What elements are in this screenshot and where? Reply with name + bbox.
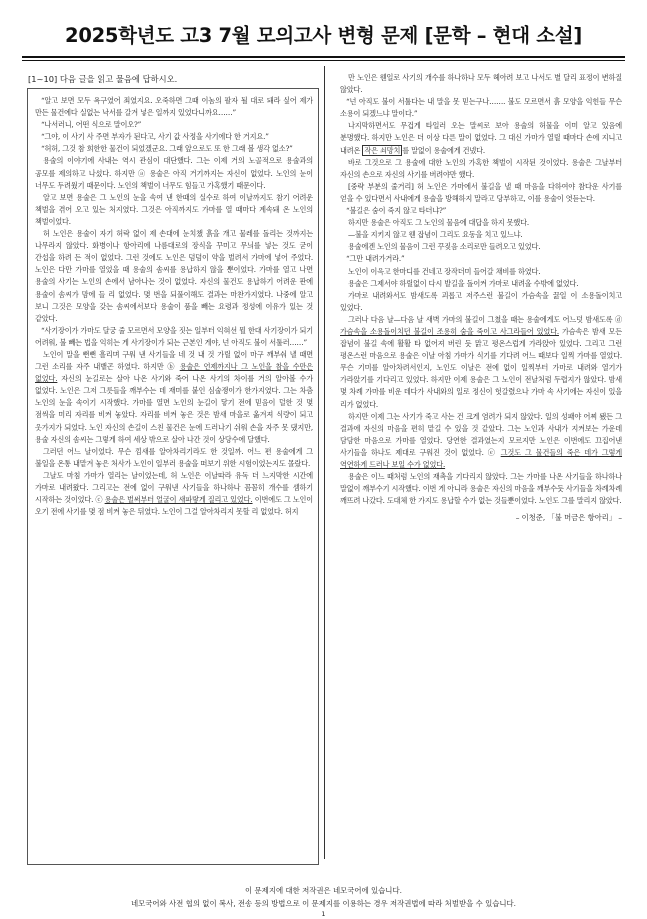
passage-paragraph: 노인이 이윽고 한마디를 건네고 장작더미 들어갈 채비를 하였다.	[348, 266, 541, 276]
dialogue-paragraph: “그만 내려가거라.”	[346, 254, 405, 264]
passage-paragraph: 나지막하면서도 무겁게 타일러 오는 말씨로 보아 용술의 허물을 이미 알고 있음에 분명했다. 하지만 노인은 더 이상 다른 말이 없었다. 그 대신 가마가 열릴 때마다 손에 지니고 내려온 작은 쇠망치 를 말없이 용술에게 건넸다.	[340, 121, 622, 155]
dialogue-paragraph: “허허, 그것 참 희한한 물건이 되었겠군요. 그래 앞으로도 또 한 그래 볼 생각 없소?”	[41, 144, 293, 154]
dialogue-paragraph: “나서러니, 어떤 식으로 말이오?”	[41, 120, 142, 130]
passage-paragraph: 용술의 이야기에 사내는 역시 관심이 대단했다. 그는 이제 거의 노골적으로 용술과의 공모를 제의하고 나섰다. 하지만 ⓐ 용술은 아직 거기까지는 자신이 없었다. 노인의 눈이 너무도 두려웠기 때문이다. 노인의 책벌이 너무도 힘들고 가혹했기 때문이다.	[35, 156, 313, 190]
passage-paragraph: —불을 지키지 않고 웬 잡념이 그리도 요동을 치고 있느냐.	[348, 230, 523, 240]
underlined-phrase: 가슴속을 소용돌이치던 불길이 조용히 숨을 죽이고 사그라들어 있었다.	[340, 326, 559, 336]
passage-paragraph: 노인이 말을 뻔뻔 흘리며 구워 낸 사기들을 네 것 내 것 가릴 없이 마구 깨부숴 낼 때면 그런 소리를 자주 내뱉곤 하였다. 하지만 ⓑ 용술은 언제까지나 그 노인을 참을 수만은 없었다. 자신의 눈길로는 살아 나온 사기와 죽어 나온 사기의 차이를 거의 알아볼 수가 없었다. 노인은 그저 그릇들을 깨부수는 데 재미를 붙인 심술쟁이가 한가지였다. 그는 차츰 노인의 눈을 속이기 시작했다. 가마를 열면 노인의 눈길이 닿기 전에 믿음이 덜한 것 몇 점씩을 미리 자리를 비켜 놓았다. 자리를 비켜 놓은 것은 밤새 마을로 옮겨져 식량이 되고 옷가지가 되었다. 노인 자신의 손길이 스친 물건은 눈에 드러나기 쉬워 손을 자주 못 댔지만, 용술 자신의 솜씨는 그렇게 하여 세상 밖으로 살아 나간 것이 상당수에 달했다.	[35, 349, 313, 444]
passage-paragraph: 하지만 이제 그는 사기가 죽고 사는 건 크게 염려가 되지 않았다. 일의 성패야 어찌 됐든 그 결과에 자신의 마음을 편히 맡길 수 있을 것 같았다. 그는 노인과 사내가 지켜보는 가운데 담담한 마음으로 가마를 열었다. 당연한 결과였는지 모르지만 노인은 이번에도 끄집어낸 사기들을 하나도 제대로 구워진 것이 없었다. ⓔ 그것도 그 물건들의 죽은 데가 그렇게 역연하게 드러나 보일 수가 없었다.	[340, 411, 622, 469]
passage-paragraph: 만 노인은 웬일로 사기의 개수를 하나하나 모두 헤아려 보고 나서도 별 달리 표정이 변하질 않았다.	[340, 73, 622, 95]
passage-paragraph: 허 노인은 용술이 자기 허락 없이 제 손대에 눈치챘 흙을 개고 물레를 돌리는 것까지는 나무라지 않았다. 화병이나 항아리에 나름대로의 장식을 꾸미고 무늬를 넣는 것도 굳이 간섭을 하려 든 적이 없었다. 그런 것에도 노인은 덤덤이 약을 벌려서 가마에 넣어 주었다. 노인은 다만 가마를 열었을 때 용술의 솜씨를 용납하지 않을 뿐이었다. 가마를 열고 나면 용술의 사기는 노인의 손에서 남아나는 것이 없었다. 자신의 물건도 용납하기 어려운 판에 용술이 솜씨가 맘에 들 리 없었다. 몇 번을 되풀이해도 결과는 마찬가지였다. 나중에 알고 보니 그것은 모양을 갖는 솜씨에서보다 용술이 품을 빼는 요령과 정성에 이유가 있는 것 같았다.	[35, 229, 313, 323]
passage-paragraph: 용술은 이느 때처럼 노인의 재촉을 기다리지 않았다. 그는 가마를 나온 사기들을 하나하나 말없이 깨부수기 시작했다. 이번 게 아니라 용술은 자신의 마음을 깨부수듯 사기들을 차례차례 깨뜨려 나갔다. 도대체 한 가지도 용납할 수가 없는 것들뿐이었다. 노인도 그를 말리지 않았다.	[340, 472, 622, 506]
passage-paragraph: 알고 보면 용술은 그 노인의 눈을 속여 낸 한때의 실수로 하여 이날까지도 참기 어려운 책벌을 겪어 오고 있는 처지였다. 그것은 아직까지도 가마를 열 때마다 계속돼 온 노인의 책벌이었다.	[35, 192, 313, 226]
page-number: 1	[321, 910, 326, 918]
title-underline-thick	[22, 56, 625, 58]
dialogue-paragraph: “불길은 숨이 죽지 않고 타더냐?”	[346, 206, 447, 216]
passage-paragraph: 용술은 그제서야 하릴없이 다시 발길을 돌이켜 가마로 내려올 수밖에 없었다.	[348, 278, 579, 288]
passage-paragraph: 바로 그것으로 그 용술에 대한 노인의 가혹한 책벌이 시작된 것이었다. 용술은 그날부터 자신의 손으로 자신의 사기를 버려야만 했다.	[340, 157, 622, 179]
underlined-phrase: 용술은 벌써부터 얼굴이 새파랗게 질리고 있었다.	[104, 495, 253, 505]
passage-paragraph: 용술에겐 노인의 물음이 그런 꾸짖음 소리로만 들려오고 있었다.	[348, 242, 541, 252]
source-citation: – 이청준, 「불 머금은 항아리」 –	[515, 513, 622, 523]
passage-paragraph: 그러나 다음 날—다음 날 새벽 가마의 불길이 그쳤을 때는 용술에게도 어느덧 밤새도록 ⓓ 가슴속을 소용돌이치던 불길이 조용히 숨을 죽이고 사그라들어 있었다. 가슴속은 밤새 모든 잡념이 불길 속에 활활 타 없어져 버린 듯 맑고 평온스럽게 가라앉아 있었다. 그리고 그런 평온스런 마음으로 용술은 이날 아침 가마가 식기를 기다려 어느 때보다 일찍 가마를 열었다. 무슨 기미를 알아차려서인지, 노인도 이날은 전에 없이 일찍부터 가마로 내려와 열기가 가라앉기를 기다리고 있었다. 하지만 이제 용술은 그 노인이 전날처럼 두렵지가 않았다. 밤새 몇 차례 가마를 비운 데다가 사내와의 일로 정신이 헛갈렸으나 가마 속 사기에는 자신이 있을 리가 없었다.	[340, 314, 622, 409]
page-title: 2025학년도 고3 7월 모의고사 변형 문제 [문학 – 현대 소설]	[65, 24, 582, 47]
question-instruction: [1~10] 다음 글을 읽고 물음에 답하시오.	[28, 74, 178, 84]
boxed-phrase: 작은 쇠망치	[364, 145, 401, 155]
dialogue-paragraph: “사기장이가 가마도 달궁 줄 모르면서 모양을 짓는 일부터 익혀선 뭘 한대 사기장이가 되기 어려워, 불 빼는 법을 익히는 게 사기장이가 되는 근본인 게야, 넌 아직도 불이 서툴러……”	[35, 325, 313, 347]
passage-column-right	[336, 70, 626, 523]
passage-box-left	[27, 88, 319, 865]
dialogue-paragraph: “넌 아직도 불이 서툴다는 내 말을 못 믿는구나……. 불도 모르면서 흙 모양을 익힌들 무슨 소용이 되겠느냐 말이다.”	[340, 97, 622, 119]
passage-paragraph: 가마로 내려와서도 밤새도록 괴롭고 저주스런 불길이 가슴속을 끓일 이 소용돌이치고 있었다.	[340, 290, 622, 312]
copyright-warning: 네모국어와 사전 협의 없이 복사, 전송 등의 방법으로 이 문제지를 이용하는 경우 저작권법에 따라 처벌받을 수 있습니다.	[131, 899, 516, 908]
underlined-phrase: 그것도 그 물건들의 죽은 데가 그렇게 역연하게 드러나 보일 수가 없었다.	[340, 447, 622, 469]
passage-paragraph: [중략 부분의 줄거리] 허 노인은 가마에서 불길을 낼 때 마음을 다하여야 참다운 사기를 얻을 수 있다면서 사내에게 용술을 방해하지 말라고 당부하고, 이를 용술이 엿듣는다.	[340, 181, 622, 203]
dialogue-paragraph: “그야, 이 사기 사 주면 부자가 된다고, 사기 값 사정을 사기에다 한 거지요.”	[41, 132, 269, 142]
passage-paragraph: 그러던 어느 날이었다. 무슨 낌새를 알아차리기라도 한 것일까. 어느 편 용술에게 그 불일을 온통 내맡겨 놓은 처사가 노인이 일부러 용술을 떠보기 위한 시험이었는지도 몰랐다.	[35, 446, 313, 468]
copyright-notice: 이 문제지에 대한 저작권은 네모국어에 있습니다.	[245, 886, 402, 895]
column-divider	[324, 66, 325, 859]
passage-paragraph: 그날도 마침 가마가 열리는 날이었는데, 허 노인은 이날따라 유독 더 느지막한 시간에 가마로 내려왔다. 그리고는 전에 없이 구워낸 사기들을 하나하나 꼼꼼히 개수를 셈하기 시작하는 것이었다. ⓒ 용술은 벌써부터 얼굴이 새파랗게 질리고 있었다. 이번에도 그 노인이 오기 전에 사기를 몇 점 비켜 놓은 뒤였다. 노인이 그걸 알아차리지 못할 리 없었다. 허지	[35, 470, 314, 517]
dialogue-paragraph: “알고 보면 모두 욕구였어 죄였지요. 오죽하면 그때 이놈의 팔자 될 대로 돼라 싶어 제가 만든 물건에다 실없는 낙서를 갈겨 넣은 일까지 있었다니까요……”	[35, 96, 313, 118]
passage-paragraph: 하지만 용술은 아직도 그 노인의 물음에 대답을 하지 못했다.	[348, 218, 530, 228]
title-underline-thin	[22, 60, 625, 61]
underlined-phrase: 용술은 언제까지나 그 노인을 참을 수만은 없었다.	[35, 362, 313, 384]
